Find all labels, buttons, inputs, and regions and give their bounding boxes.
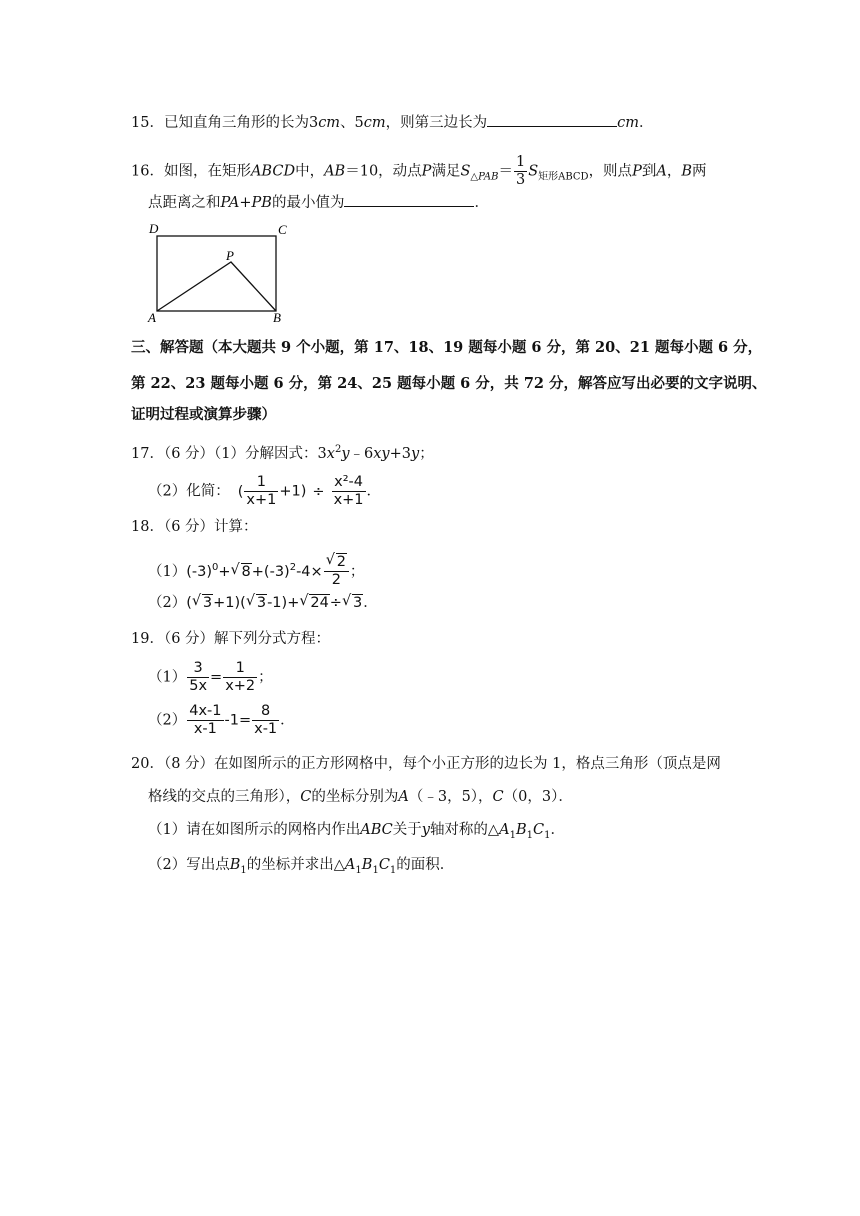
question-20-line1: 20．（8 分）在如图所示的正方形网格中，每个小正方形的边长为 1，格点三角形（顶点是网 <box>131 756 721 772</box>
fraction: $\frac{8}{x-1}$ <box>254 703 278 737</box>
square-root: √ 24 <box>299 593 329 611</box>
question-18-part2: （2）( √ 3+1)( √ 3-1)+ √ 24÷ √ 3． <box>148 593 378 611</box>
answer-blank <box>487 112 617 127</box>
fraction: $\frac{1}{x+1}$ <box>246 474 277 508</box>
question-number: 16． <box>131 163 164 180</box>
square-root: √ 2 <box>325 552 346 571</box>
question-18-head: 18．（6 分）计算： <box>131 519 258 535</box>
fraction: $\frac{3}{5x}$ <box>189 660 208 694</box>
vertex-label-p: P <box>226 248 234 263</box>
question-19-part2: （2） $\frac{4x-1}{x-1}$ -1= $\frac{8}{x-1}$ ． <box>148 703 295 737</box>
answer-blank <box>344 192 474 207</box>
fraction: √ 2 2 <box>324 554 349 589</box>
section-heading-line3: 证明过程或演算步骤） <box>131 406 276 423</box>
question-19-part1: （1） $\frac{3}{5x}$ = $\frac{1}{x+2}$ ； <box>148 660 273 694</box>
fraction: $\frac{4x-1}{x-1}$ <box>189 703 222 737</box>
square-root: √ 8 <box>230 561 251 580</box>
section-heading-line1: 三、解答题（本大题共 9 个小题，第 17、18、19 题每小题 6 分，第 20、21 题每小题 6 分， <box>131 339 763 356</box>
fraction: $\frac{1}{x+2}$ <box>225 660 256 694</box>
fraction: $\frac{\text{x²-4}}{x+1}$ <box>333 474 364 508</box>
question-20-part2: （2）写出点$B_1$的坐标并求出$\triangle A_1B_1C_1$的面积． <box>148 857 455 876</box>
question-16-line1: 16．如图，在矩形ABCD中，AB＝10，动点P满足$S_{\triangle PAB}=$ $\frac{1}{3}$ $S_{矩形ABCD}$，则点P到A，B两 <box>131 154 707 188</box>
section-heading-line2: 第 22、23 题每小题 6 分，第 24、25 题每小题 6 分，共 72 分，解答应写出必要的文字说明、 <box>131 375 767 392</box>
vertex-label-a: A <box>148 310 156 325</box>
question-17-part2: （2）化简： ( $\frac{1}{x+1}$ +1) ÷ $\frac{\text{x²-4}}{x+1}$ ． <box>148 474 382 508</box>
question-16-line2: 点距离之和PA+PB的最小值为 ． <box>148 192 489 213</box>
question-17-part1: 17．（6 分）（1）分解因式：$3x^2y﹣6xy+3y$； <box>131 444 434 462</box>
fraction-one-third: $\frac{1}{3}$ <box>515 154 526 188</box>
triangle-pab <box>157 262 276 311</box>
square-root: √ 3 <box>245 593 267 611</box>
vertex-label-d: D <box>149 221 159 236</box>
question-18-part1: $(1)(-3)^0+$ √ $8+(-3)^2-4\times$ √ 2 2 ； <box>148 552 365 589</box>
rectangle-figure <box>146 220 296 326</box>
question-20-part1: （1）请在如图所示的网格内作出ABC关于y轴对称的$\triangle A_1B_1C_1$． <box>148 822 565 841</box>
vertex-label-b: B <box>273 310 281 325</box>
question-19-head: 19．（6 分）解下列分式方程： <box>131 631 331 647</box>
question-15: 15．已知直角三角形的长为3cm、5cm，则第三边长为 cm． <box>131 112 654 133</box>
square-root: √ 3 <box>191 593 213 611</box>
question-number: 15． <box>131 115 164 131</box>
square-root: √ 3 <box>341 593 363 611</box>
vertex-label-c: C <box>278 222 287 237</box>
question-20-line2: 格线的交点的三角形），C的坐标分别为A（﹣3，5），C（0，3）． <box>148 789 573 805</box>
